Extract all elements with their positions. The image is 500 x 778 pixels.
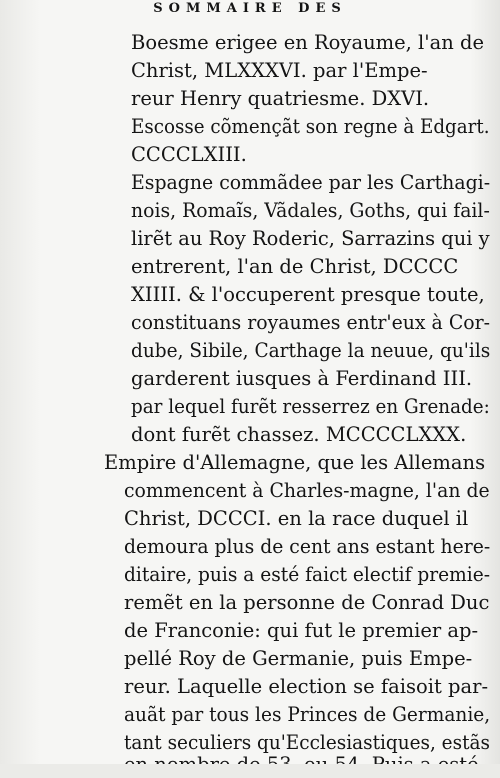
text-line: Empire d'Allemagne, que les Allemans — [104, 451, 486, 474]
page-bottom-edge — [0, 764, 500, 778]
text-line: Espagne commãdee par les Carthagi- — [131, 171, 491, 194]
text-line: auãt par tous les Princes de Germanie, — [124, 703, 491, 726]
text-line: commencent à Charles-magne, l'an de — [124, 479, 490, 502]
text-line: demoura plus de cent ans estant here- — [124, 535, 491, 558]
text-line: tant seculiers qu'Ecclesiastiques, estãs — [124, 731, 490, 754]
text-line: ditaire, puis a esté faict electif premie- — [124, 563, 491, 586]
text-line: garderent iusques à Ferdinand III. — [131, 367, 473, 390]
text-line: Boesme erigee en Royaume, l'an de — [131, 31, 485, 54]
text-line: remẽt en la personne de Conrad Duc — [124, 591, 490, 614]
text-line: par lequel furẽt resserrez en Grenade: — [131, 395, 490, 418]
text-line: reur Henry quatriesme. DXVI. — [131, 87, 430, 110]
text-line: XIIII. & l'occuperent presque toute, — [131, 283, 485, 306]
text-line: de Franconie: qui fut le premier ap- — [124, 619, 479, 642]
text-line: constituans royaumes entr'eux à Cor- — [131, 311, 491, 334]
text-line: nois, Romaĩs, Vãdales, Goths, qui fail- — [131, 199, 490, 222]
text-line: Escosse cõmençãt son regne à Edgart. — [131, 115, 490, 138]
text-line: Christ, MLXXXVI. par l'Empe- — [131, 59, 428, 82]
text-line: dont furẽt chassez. MCCCCLXXX. — [131, 423, 467, 446]
text-line: lirẽt au Roy Roderic, Sarrazins qui y — [131, 227, 490, 250]
text-line: reur. Laquelle election se faisoit par- — [124, 675, 489, 698]
text-line: pellé Roy de Germanie, puis Empe- — [124, 647, 473, 670]
text-line: Christ, DCCCI. en la race duquel il — [124, 507, 469, 530]
text-line: entrerent, l'an de Christ, DCCCC — [131, 255, 459, 278]
text-line: CCCCLXIII. — [131, 143, 247, 166]
running-head: SOMMAIRE DES — [153, 1, 347, 16]
text-line: dube, Sibile, Carthage la neuue, qu'ils — [131, 339, 491, 362]
